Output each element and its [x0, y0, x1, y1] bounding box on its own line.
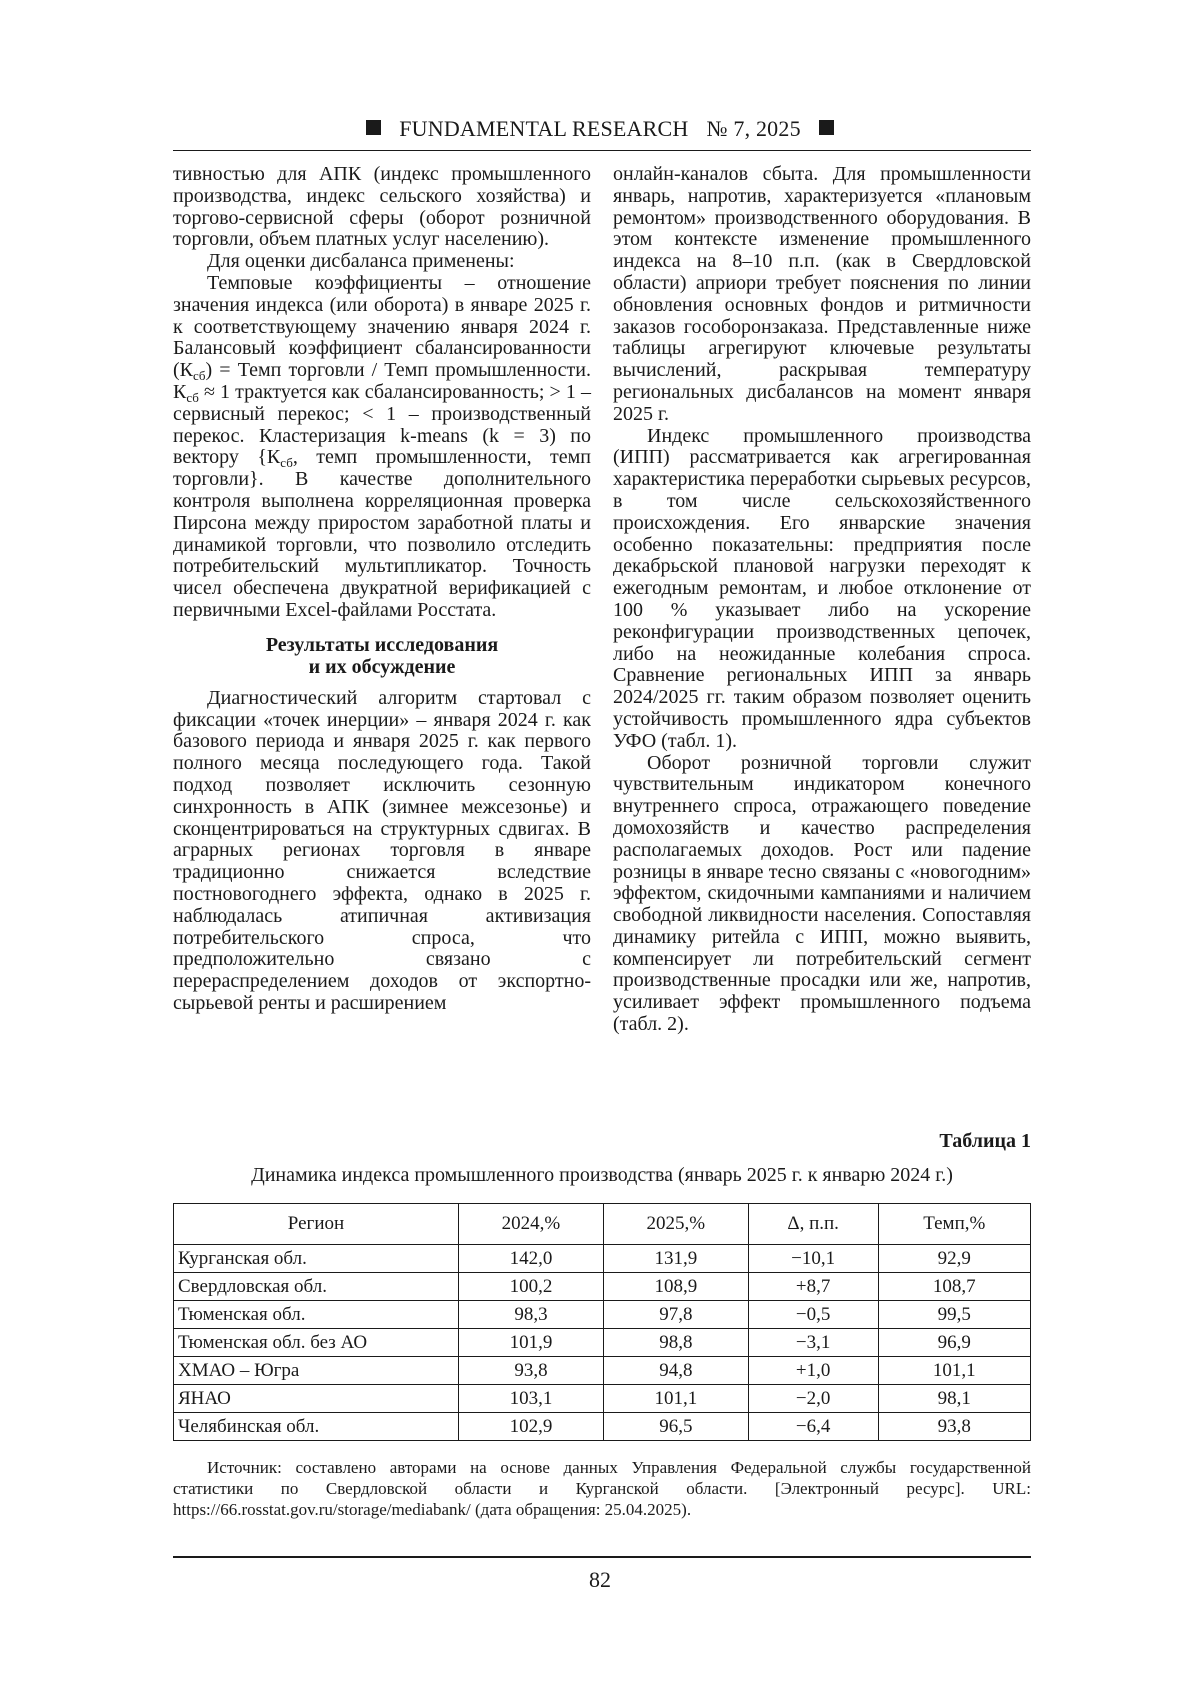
- table-cell: −3,1: [748, 1329, 878, 1357]
- table-cell: −2,0: [748, 1385, 878, 1413]
- text-run: , темп промышленности, темп торговли}. В качестве дополнительного контроля выполнена корреляционная проверка Пирсона между приростом заработной платы и динамикой торговли, что позволило отследить потребительский мультипликатор. Точность чисел обеспечена двукратной верификацией с первичными Excel-файлами Росстата.: [173, 446, 591, 621]
- table-cell: Свердловская обл.: [174, 1273, 459, 1301]
- table-cell: 97,8: [603, 1301, 748, 1329]
- table-cell: ХМАО – Югра: [174, 1357, 459, 1385]
- paragraph: Для оценки дисбаланса применены:: [207, 250, 515, 273]
- table-cell: 100,2: [459, 1273, 604, 1301]
- source-text: Источник: составлено авторами на основе данных Управления Федеральной службы государственной статистики по Свердловской области и Курганской области. [Электронный ресурс]. URL: https://66.rosstat.gov.ru/storage/mediabank/ (дата обращения: 25.04.2025).: [173, 1458, 1031, 1519]
- subscript: сб: [280, 455, 293, 471]
- table-cell: 101,9: [459, 1329, 604, 1357]
- data-table: [173, 1203, 1031, 1441]
- column-header: Δ, п.п.: [748, 1204, 878, 1245]
- column-header: 2025,%: [603, 1204, 748, 1245]
- paragraph-methods: [173, 273, 591, 622]
- paragraph: тивностью для АПК (индекс промышленного производства, индекс сельского хозяйства) и торгово-сервисной сферы (оборот розничной торговли, объем платных услуг населению).: [173, 163, 591, 251]
- running-header: [0, 112, 1200, 146]
- table-row: [174, 1385, 1031, 1413]
- table-cell: 142,0: [459, 1245, 604, 1273]
- text-run: ≈ 1 трактуется как сбалансированность; > 1 – сервисный перекос; < 1 – производственный перекос. Кластеризация k-means (k = 3) по вектору {К: [173, 380, 591, 469]
- table-cell: +8,7: [748, 1273, 878, 1301]
- table-source-note: [173, 1457, 1031, 1520]
- square-bullet-icon: [366, 120, 381, 135]
- table-cell: +1,0: [748, 1357, 878, 1385]
- column-header: Темп,%: [878, 1204, 1030, 1245]
- table-cell: 98,1: [878, 1385, 1030, 1413]
- column-header: Регион: [174, 1204, 459, 1245]
- subscript: сб: [193, 368, 206, 384]
- left-column: [173, 164, 591, 1015]
- table-cell: 102,9: [459, 1413, 604, 1441]
- table-cell: 98,8: [603, 1329, 748, 1357]
- table-cell: 96,9: [878, 1329, 1030, 1357]
- table-cell: 98,3: [459, 1301, 604, 1329]
- table-cell: 93,8: [459, 1357, 604, 1385]
- square-bullet-icon: [819, 120, 834, 135]
- table-cell: −10,1: [748, 1245, 878, 1273]
- table-cell: −6,4: [748, 1413, 878, 1441]
- section-heading: [173, 634, 591, 678]
- table-header-row: [174, 1204, 1031, 1245]
- journal-title: FUNDAMENTAL RESEARCH: [399, 116, 689, 141]
- table-cell: ЯНАО: [174, 1385, 459, 1413]
- subscript: сб: [186, 389, 199, 405]
- table-cell: Челябинская обл.: [174, 1413, 459, 1441]
- table-cell: Тюменская обл. без АО: [174, 1329, 459, 1357]
- table-cell: 101,1: [878, 1357, 1030, 1385]
- table-row: [174, 1413, 1031, 1441]
- text-run: ) = Темп торговли / Темп промышленности. К: [173, 359, 591, 403]
- table-cell: 92,9: [878, 1245, 1030, 1273]
- table-cell: 131,9: [603, 1245, 748, 1273]
- table-row: [174, 1357, 1031, 1385]
- table-row: [174, 1301, 1031, 1329]
- table-cell: Курганская обл.: [174, 1245, 459, 1273]
- table-cell: 103,1: [459, 1385, 604, 1413]
- table-cell: 108,9: [603, 1273, 748, 1301]
- heading-line: и их обсуждение: [308, 655, 456, 678]
- table-cell: 108,7: [878, 1273, 1030, 1301]
- table-title: Динамика индекса промышленного производства (январь 2025 г. к январю 2024 г.): [251, 1164, 953, 1186]
- paragraph: Диагностический алгоритм стартовал с фиксации «точек инерции» – января 2024 г. как базового периода и января 2025 г. как первого полного месяца последующего года. Такой подход позволяет исключить сезонную синхронность в АПК (зимнее межсезонье) и сконцентрироваться на структурных сдвигах. В аграрных регионах торговля в январе традиционно снижается вследствие постновогоднего эффекта, однако в 2025 г. наблюдалась атипичная активизация потребительского спроса, что предположительно связано с перераспределением доходов от экспортно-сырьевой ренты и расширением: [173, 686, 591, 1014]
- header-rule: [173, 150, 1031, 151]
- issue-number: № 7, 2025: [706, 116, 801, 141]
- paragraph: Индекс промышленного производства (ИПП) рассматривается как агрегированная характеристика переработки сырьевых ресурсов, в том числе сельскохозяйственного происхождения. Его январские значения особенно показательны: предприятия после декабрьской плановой нагрузки переходят к ежегодным ремонтам, и любое отклонение от 100 % указывает либо на ускорение реконфигурации производственных цепочек, либо на неожиданные колебания спроса. Сравнение региональных ИПП за январь 2024/2025 гг. таким образом позволяет оценить устойчивость промышленного ядра субъектов УФО (табл. 1).: [613, 424, 1031, 752]
- table-cell: Тюменская обл.: [174, 1301, 459, 1329]
- table-row: [174, 1273, 1031, 1301]
- table-cell: 101,1: [603, 1385, 748, 1413]
- table-number: Таблица 1: [939, 1130, 1031, 1152]
- footer-rule: [173, 1556, 1031, 1558]
- column-header: 2024,%: [459, 1204, 604, 1245]
- paragraph: Оборот розничной торговли служит чувствительным индикатором конечного внутреннего спроса, отражающего поведение домохозяйств и качество распределения располагаемых доходов. Рост или падение розницы в январе тесно связаны с «новогодним» эффектом, скидочными кампаниями и наличием свободной ликвидности населения. Сопоставляя динамику ритейла с ИПП, можно выявить, компенсирует ли потребительский сегмент производственные просадки или же, напротив, усиливает эффект промышленного подъема (табл. 2).: [613, 751, 1031, 1036]
- table-cell: 94,8: [603, 1357, 748, 1385]
- table-cell: 93,8: [878, 1413, 1030, 1441]
- table-cell: −0,5: [748, 1301, 878, 1329]
- table-row: [174, 1329, 1031, 1357]
- table-row: [174, 1245, 1031, 1273]
- page-number: 82: [589, 1567, 611, 1592]
- heading-line: Результаты исследования: [265, 633, 499, 656]
- paragraph: онлайн-каналов сбыта. Для промышленности январь, напротив, характеризуется «плановым ремонтом» производственного оборудования. В этом контексте изменение промышленного индекса на 8–10 п.п. (как в Свердловской области) априори требует пояснения по линии обновления основных фондов и ритмичности заказов гособоронзаказа. Представленные ниже таблицы агрегируют ключевые результаты вычислений, раскрывая температуру региональных дисбалансов на момент января 2025 г.: [613, 163, 1031, 425]
- right-column: [613, 164, 1031, 1036]
- text-run: Темповые коэффициенты – отношение значения индекса (или оборота) в январе 2025 г. к соответствующему значению января 2024 г. Балансовый коэффициент сбалансированности (К: [173, 271, 591, 382]
- table-cell: 99,5: [878, 1301, 1030, 1329]
- table-cell: 96,5: [603, 1413, 748, 1441]
